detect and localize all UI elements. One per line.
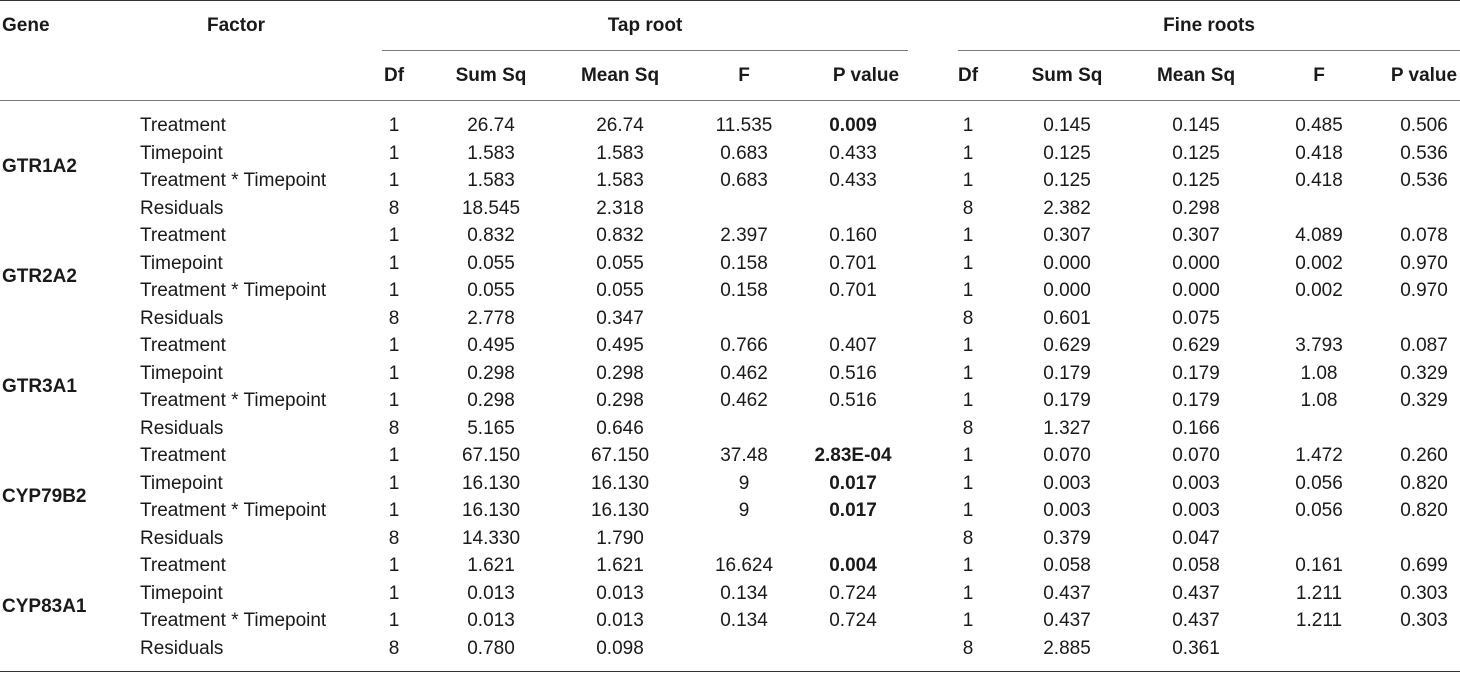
fine-pvalue-cell: 0.303 bbox=[1400, 582, 1448, 604]
fine-df-cell: 1 bbox=[962, 252, 974, 274]
tap-meansq-cell: 1.583 bbox=[596, 142, 644, 164]
factor-label: Residuals bbox=[140, 417, 224, 439]
fine-df-cell: 1 bbox=[962, 472, 974, 494]
tap-sumsq-cell: 2.778 bbox=[467, 307, 515, 329]
fine-f-cell: 0.056 bbox=[1295, 500, 1343, 521]
fine-df-cell: 8 bbox=[962, 527, 974, 549]
header-fine-df: Df bbox=[957, 65, 979, 86]
factor-label: Treatment * Timepoint bbox=[140, 390, 327, 411]
fine-pvalue-cell: 0.970 bbox=[1400, 252, 1448, 274]
fine-sumsq-cell: 0.003 bbox=[1043, 500, 1091, 521]
tap-df-cell: 1 bbox=[388, 142, 400, 164]
fine-sumsq-cell: 0.601 bbox=[1043, 307, 1091, 329]
top-rule bbox=[0, 0, 1460, 1]
factor-label: Timepoint bbox=[140, 582, 223, 604]
fine-f-cell: 1.211 bbox=[1295, 610, 1343, 631]
header-tap-meansq: Mean Sq bbox=[580, 65, 660, 86]
fine-f-cell: 1.472 bbox=[1295, 445, 1343, 466]
tap-df-cell: 1 bbox=[388, 582, 400, 604]
fine-df-cell: 1 bbox=[962, 390, 974, 411]
fine-meansq-cell: 0.058 bbox=[1172, 555, 1220, 576]
tap-f-cell: 0.462 bbox=[720, 390, 768, 411]
fine-sumsq-cell: 0.000 bbox=[1043, 280, 1091, 301]
tap-sumsq-cell: 0.055 bbox=[467, 280, 515, 301]
tap-meansq-cell: 1.621 bbox=[596, 555, 644, 576]
header-tap-root: Tap root bbox=[607, 15, 683, 36]
tap-sumsq-cell: 18.545 bbox=[461, 197, 521, 219]
tap-df-cell: 1 bbox=[388, 252, 400, 274]
tap-df-cell: 1 bbox=[388, 362, 400, 384]
gene-label: CYP79B2 bbox=[2, 486, 87, 508]
fine-df-cell: 1 bbox=[962, 280, 974, 301]
tap-sumsq-cell: 0.298 bbox=[467, 362, 515, 384]
tap-sumsq-cell: 0.013 bbox=[467, 582, 515, 604]
tap-sumsq-cell: 16.130 bbox=[461, 472, 521, 494]
fine-meansq-cell: 0.003 bbox=[1172, 500, 1220, 521]
tap-df-cell: 8 bbox=[388, 197, 400, 219]
tap-pvalue-cell: 0.407 bbox=[829, 335, 877, 356]
tap-meansq-cell: 26.74 bbox=[596, 115, 644, 136]
fine-sumsq-cell: 0.058 bbox=[1043, 555, 1091, 576]
tap-pvalue-cell: 0.009 bbox=[829, 115, 877, 136]
tap-sumsq-cell: 5.165 bbox=[467, 417, 515, 439]
fine-df-cell: 1 bbox=[962, 445, 974, 466]
fine-df-cell: 8 bbox=[962, 197, 974, 219]
fine-meansq-cell: 0.075 bbox=[1172, 307, 1220, 329]
tap-pvalue-cell: 0.433 bbox=[829, 170, 877, 191]
header-tap-f: F bbox=[738, 65, 750, 86]
fine-meansq-cell: 0.361 bbox=[1172, 637, 1220, 659]
fine-sumsq-cell: 0.437 bbox=[1043, 582, 1091, 604]
tap-f-cell: 37.48 bbox=[720, 445, 768, 466]
gene-label: GTR2A2 bbox=[2, 266, 77, 288]
tap-meansq-cell: 16.130 bbox=[590, 500, 650, 521]
fine-pvalue-cell: 0.260 bbox=[1400, 445, 1448, 466]
tap-pvalue-cell: 0.433 bbox=[829, 142, 877, 164]
factor-label: Treatment * Timepoint bbox=[140, 500, 327, 521]
factor-label: Treatment * Timepoint bbox=[140, 170, 327, 191]
tap-f-cell: 2.397 bbox=[720, 225, 768, 246]
fine-df-cell: 1 bbox=[962, 142, 974, 164]
tap-df-cell: 1 bbox=[388, 280, 400, 301]
fine-pvalue-cell: 0.536 bbox=[1400, 170, 1448, 191]
tap-sumsq-cell: 0.832 bbox=[467, 225, 515, 246]
tap-meansq-cell: 0.347 bbox=[596, 307, 644, 329]
tap-pvalue-cell: 0.516 bbox=[829, 362, 877, 384]
fine-meansq-cell: 0.125 bbox=[1172, 170, 1220, 191]
fine-df-cell: 1 bbox=[962, 225, 974, 246]
tap-meansq-cell: 67.150 bbox=[590, 445, 650, 466]
fine-f-cell: 1.211 bbox=[1295, 582, 1343, 604]
factor-label: Residuals bbox=[140, 307, 224, 329]
fine-roots-underline bbox=[958, 50, 1460, 51]
tap-df-cell: 1 bbox=[388, 335, 400, 356]
tap-sumsq-cell: 0.055 bbox=[467, 252, 515, 274]
tap-meansq-cell: 1.790 bbox=[596, 527, 644, 549]
tap-meansq-cell: 0.013 bbox=[596, 582, 644, 604]
fine-meansq-cell: 0.000 bbox=[1172, 252, 1220, 274]
fine-df-cell: 1 bbox=[962, 610, 974, 631]
header-fine-roots: Fine roots bbox=[1163, 15, 1255, 36]
fine-sumsq-cell: 2.885 bbox=[1043, 637, 1091, 659]
fine-meansq-cell: 0.179 bbox=[1172, 390, 1220, 411]
fine-pvalue-cell: 0.078 bbox=[1400, 225, 1448, 246]
factor-label: Timepoint bbox=[140, 252, 223, 274]
tap-sumsq-cell: 16.130 bbox=[461, 500, 521, 521]
factor-label: Timepoint bbox=[140, 142, 223, 164]
header-tap-df: Df bbox=[383, 65, 405, 86]
fine-df-cell: 8 bbox=[962, 637, 974, 659]
tap-meansq-cell: 0.298 bbox=[596, 390, 644, 411]
fine-pvalue-cell: 0.970 bbox=[1400, 280, 1448, 301]
fine-pvalue-cell: 0.820 bbox=[1400, 472, 1448, 494]
tap-meansq-cell: 0.832 bbox=[596, 225, 644, 246]
tap-f-cell: 11.535 bbox=[715, 115, 773, 136]
gene-label: GTR1A2 bbox=[2, 156, 77, 178]
tap-meansq-cell: 0.055 bbox=[596, 252, 644, 274]
tap-pvalue-cell: 0.701 bbox=[829, 280, 877, 301]
tap-sumsq-cell: 0.495 bbox=[467, 335, 515, 356]
tap-f-cell: 0.462 bbox=[720, 362, 768, 384]
tap-f-cell: 0.158 bbox=[720, 252, 768, 274]
tap-sumsq-cell: 26.74 bbox=[467, 115, 515, 136]
tap-f-cell: 0.683 bbox=[720, 170, 768, 191]
fine-meansq-cell: 0.298 bbox=[1172, 197, 1220, 219]
tap-sumsq-cell: 1.583 bbox=[467, 170, 515, 191]
tap-sumsq-cell: 0.780 bbox=[467, 637, 515, 659]
tap-meansq-cell: 0.646 bbox=[596, 417, 644, 439]
tap-df-cell: 8 bbox=[388, 527, 400, 549]
fine-f-cell: 1.08 bbox=[1300, 390, 1338, 411]
header-fine-pvalue: P value bbox=[1390, 65, 1458, 86]
fine-sumsq-cell: 0.125 bbox=[1043, 142, 1091, 164]
header-tap-sumsq: Sum Sq bbox=[455, 65, 527, 86]
tap-pvalue-cell: 0.516 bbox=[829, 390, 877, 411]
tap-sumsq-cell: 14.330 bbox=[461, 527, 521, 549]
factor-label: Treatment bbox=[140, 225, 226, 246]
tap-meansq-cell: 0.495 bbox=[596, 335, 644, 356]
fine-pvalue-cell: 0.506 bbox=[1400, 115, 1448, 136]
fine-sumsq-cell: 1.327 bbox=[1043, 417, 1091, 439]
tap-root-underline bbox=[382, 50, 908, 51]
header-bottom-rule bbox=[0, 100, 1460, 101]
fine-f-cell: 0.002 bbox=[1295, 280, 1343, 301]
factor-label: Timepoint bbox=[140, 362, 223, 384]
tap-df-cell: 1 bbox=[388, 445, 400, 466]
factor-label: Residuals bbox=[140, 637, 224, 659]
fine-sumsq-cell: 0.179 bbox=[1043, 390, 1091, 411]
tap-df-cell: 8 bbox=[388, 417, 400, 439]
tap-pvalue-cell: 0.017 bbox=[829, 500, 877, 521]
tap-pvalue-cell: 0.701 bbox=[829, 252, 877, 274]
tap-df-cell: 1 bbox=[388, 225, 400, 246]
fine-pvalue-cell: 0.329 bbox=[1400, 390, 1448, 411]
fine-meansq-cell: 0.437 bbox=[1172, 610, 1220, 631]
fine-f-cell: 3.793 bbox=[1295, 335, 1343, 356]
factor-label: Residuals bbox=[140, 527, 224, 549]
fine-f-cell: 0.418 bbox=[1295, 170, 1343, 191]
tap-f-cell: 16.624 bbox=[714, 555, 774, 576]
fine-df-cell: 8 bbox=[962, 417, 974, 439]
fine-sumsq-cell: 0.003 bbox=[1043, 472, 1091, 494]
fine-f-cell: 1.08 bbox=[1300, 362, 1338, 384]
tap-df-cell: 1 bbox=[388, 390, 400, 411]
fine-f-cell: 4.089 bbox=[1295, 225, 1343, 246]
factor-label: Treatment bbox=[140, 335, 226, 356]
fine-pvalue-cell: 0.087 bbox=[1400, 335, 1448, 356]
tap-sumsq-cell: 1.621 bbox=[467, 555, 515, 576]
fine-meansq-cell: 0.307 bbox=[1172, 225, 1220, 246]
fine-sumsq-cell: 0.179 bbox=[1043, 362, 1091, 384]
tap-pvalue-cell: 0.724 bbox=[829, 582, 877, 604]
fine-sumsq-cell: 0.145 bbox=[1043, 115, 1091, 136]
fine-sumsq-cell: 2.382 bbox=[1043, 197, 1091, 219]
fine-meansq-cell: 0.003 bbox=[1172, 472, 1220, 494]
fine-pvalue-cell: 0.820 bbox=[1400, 500, 1448, 521]
tap-df-cell: 8 bbox=[388, 637, 400, 659]
tap-df-cell: 1 bbox=[388, 610, 400, 631]
fine-f-cell: 0.418 bbox=[1295, 142, 1343, 164]
tap-pvalue-cell: 0.017 bbox=[829, 472, 877, 494]
fine-meansq-cell: 0.145 bbox=[1172, 115, 1220, 136]
tap-df-cell: 1 bbox=[388, 500, 400, 521]
fine-df-cell: 8 bbox=[962, 307, 974, 329]
fine-sumsq-cell: 0.379 bbox=[1043, 527, 1091, 549]
tap-f-cell: 0.158 bbox=[720, 280, 768, 301]
fine-f-cell: 0.161 bbox=[1295, 555, 1343, 576]
fine-meansq-cell: 0.629 bbox=[1172, 335, 1220, 356]
tap-meansq-cell: 16.130 bbox=[590, 472, 650, 494]
fine-meansq-cell: 0.125 bbox=[1172, 142, 1220, 164]
tap-f-cell: 9 bbox=[738, 472, 750, 494]
fine-df-cell: 1 bbox=[962, 362, 974, 384]
factor-label: Residuals bbox=[140, 197, 224, 219]
header-tap-pvalue: P value bbox=[832, 65, 900, 86]
fine-pvalue-cell: 0.699 bbox=[1400, 555, 1448, 576]
fine-pvalue-cell: 0.329 bbox=[1400, 362, 1448, 384]
tap-f-cell: 0.683 bbox=[720, 142, 768, 164]
fine-sumsq-cell: 0.629 bbox=[1043, 335, 1091, 356]
tap-sumsq-cell: 1.583 bbox=[467, 142, 515, 164]
tap-pvalue-cell: 0.724 bbox=[829, 610, 877, 631]
gene-label: CYP83A1 bbox=[2, 596, 87, 618]
gene-label: GTR3A1 bbox=[2, 376, 77, 398]
tap-meansq-cell: 1.583 bbox=[596, 170, 644, 191]
header-gene: Gene bbox=[2, 15, 50, 36]
tap-df-cell: 1 bbox=[388, 170, 400, 191]
tap-meansq-cell: 2.318 bbox=[596, 197, 644, 219]
fine-pvalue-cell: 0.303 bbox=[1400, 610, 1448, 631]
fine-meansq-cell: 0.166 bbox=[1172, 417, 1220, 439]
fine-df-cell: 1 bbox=[962, 500, 974, 521]
tap-pvalue-cell: 0.004 bbox=[829, 555, 877, 576]
fine-df-cell: 1 bbox=[962, 582, 974, 604]
header-fine-meansq: Mean Sq bbox=[1156, 65, 1236, 86]
tap-meansq-cell: 0.298 bbox=[596, 362, 644, 384]
fine-df-cell: 1 bbox=[962, 170, 974, 191]
tap-meansq-cell: 0.013 bbox=[596, 610, 644, 631]
header-factor: Factor bbox=[206, 15, 266, 36]
factor-label: Treatment * Timepoint bbox=[140, 610, 327, 631]
factor-label: Timepoint bbox=[140, 472, 223, 494]
fine-sumsq-cell: 0.437 bbox=[1043, 610, 1091, 631]
factor-label: Treatment bbox=[140, 115, 226, 136]
fine-sumsq-cell: 0.307 bbox=[1043, 225, 1091, 246]
fine-meansq-cell: 0.179 bbox=[1172, 362, 1220, 384]
fine-meansq-cell: 0.437 bbox=[1172, 582, 1220, 604]
tap-sumsq-cell: 0.298 bbox=[467, 390, 515, 411]
tap-df-cell: 8 bbox=[388, 307, 400, 329]
tap-df-cell: 1 bbox=[388, 115, 400, 136]
fine-pvalue-cell: 0.536 bbox=[1400, 142, 1448, 164]
tap-f-cell: 9 bbox=[738, 500, 750, 521]
fine-meansq-cell: 0.000 bbox=[1172, 280, 1220, 301]
tap-pvalue-cell: 2.83E-04 bbox=[814, 445, 892, 466]
factor-label: Treatment bbox=[140, 445, 226, 466]
tap-sumsq-cell: 67.150 bbox=[461, 445, 521, 466]
header-fine-sumsq: Sum Sq bbox=[1031, 65, 1103, 86]
fine-sumsq-cell: 0.070 bbox=[1043, 445, 1091, 466]
fine-meansq-cell: 0.070 bbox=[1172, 445, 1220, 466]
bottom-rule bbox=[0, 671, 1460, 672]
fine-f-cell: 0.485 bbox=[1295, 115, 1343, 136]
tap-sumsq-cell: 0.013 bbox=[467, 610, 515, 631]
tap-meansq-cell: 0.098 bbox=[596, 637, 644, 659]
factor-label: Treatment * Timepoint bbox=[140, 280, 327, 301]
tap-meansq-cell: 0.055 bbox=[596, 280, 644, 301]
tap-f-cell: 0.134 bbox=[720, 610, 768, 631]
fine-f-cell: 0.056 bbox=[1295, 472, 1343, 494]
tap-f-cell: 0.134 bbox=[720, 582, 768, 604]
fine-sumsq-cell: 0.000 bbox=[1043, 252, 1091, 274]
fine-meansq-cell: 0.047 bbox=[1172, 527, 1220, 549]
tap-df-cell: 1 bbox=[388, 555, 400, 576]
fine-df-cell: 1 bbox=[962, 555, 974, 576]
fine-f-cell: 0.002 bbox=[1295, 252, 1343, 274]
fine-df-cell: 1 bbox=[962, 335, 974, 356]
factor-label: Treatment bbox=[140, 555, 226, 576]
fine-sumsq-cell: 0.125 bbox=[1043, 170, 1091, 191]
tap-pvalue-cell: 0.160 bbox=[829, 225, 877, 246]
tap-f-cell: 0.766 bbox=[720, 335, 768, 356]
fine-df-cell: 1 bbox=[962, 115, 974, 136]
tap-df-cell: 1 bbox=[388, 472, 400, 494]
header-fine-f: F bbox=[1313, 65, 1325, 86]
